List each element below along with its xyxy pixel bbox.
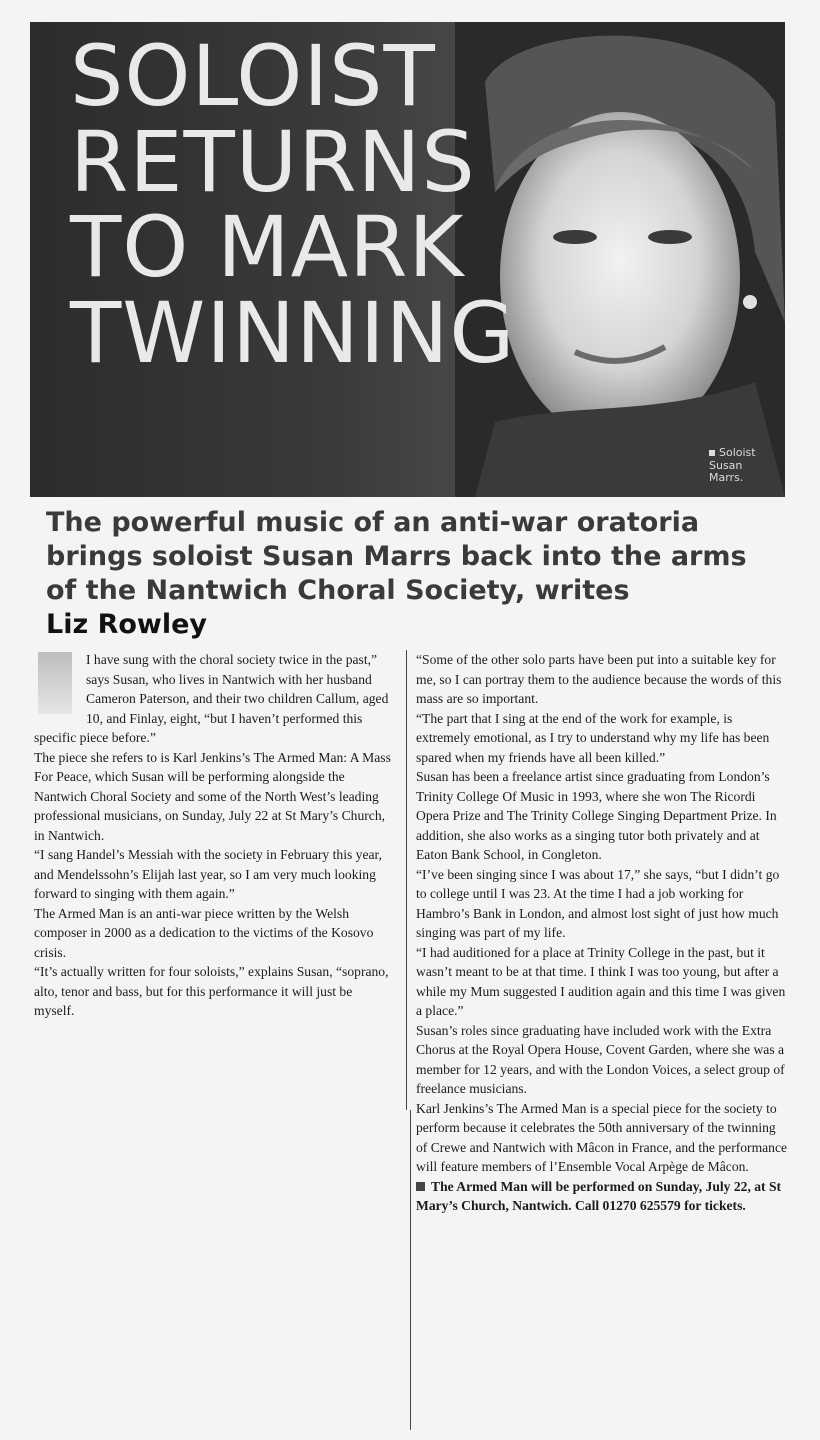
column-divider bbox=[406, 650, 407, 1110]
paragraph: I have sung with the choral society twice in the past,” says Susan, who lives in Nantwich with her husband Cameron Paterson, and their two children Callum, aged 10, and Finlay, eight, “but I haven’t performed this specific piece before.” bbox=[34, 652, 389, 745]
paragraph: “Some of the other solo parts have been put into a suitable key for me, so I can portray them to the audience because the words of this mass are so important. bbox=[416, 652, 782, 706]
header-photo bbox=[30, 22, 785, 497]
paragraph: Karl Jenkins’s The Armed Man is a special piece for the society to perform because it celebrates the 50th anniversary of the twinning of Crewe and Nantwich with Mâcon in France, and the performance will feature members of l’Ensemble Vocal Arpège de Mâcon. bbox=[416, 1100, 788, 1174]
standfirst bbox=[46, 506, 786, 642]
caption-bullet-icon bbox=[709, 450, 715, 456]
dropcap-quote bbox=[38, 652, 72, 714]
headline: SOLOIST RETURNS TO MARK TWINNING bbox=[70, 27, 516, 383]
paragraph: The piece she refers to is Karl Jenkins’s The Armed Man: A Mass For Peace, which Susan will be performing alongside the Nantwich Choral Society and some of the North West’s leading professional musicians, on Sunday, July 22 at St Mary’s Church, in Nantwich. bbox=[34, 749, 391, 843]
paragraph: “I’ve been singing since I was about 17,” she says, “but I didn’t go to college until I was 23. At the time I had a job working for Hambro’s Bank in London, and almost lost sight of just how much singing was part of my life. bbox=[416, 866, 780, 940]
article-column-1 bbox=[34, 650, 392, 1021]
paragraph: The Armed Man is an anti-war piece written by the Welsh composer in 2000 as a dedication to the victims of the Kosovo crisis. bbox=[34, 905, 374, 960]
standfirst-text: The powerful music of an anti-war oratoria brings soloist Susan Marrs back into the arms of the Nantwich Choral Society, writes bbox=[46, 507, 747, 606]
caption-text: Soloist Susan Marrs. bbox=[709, 446, 756, 485]
article-column-2 bbox=[416, 650, 788, 1216]
event-info bbox=[416, 1177, 788, 1216]
paragraph: Susan has been a freelance artist since graduating from London’s Trinity College Of Music in 1993, where she won The Ricordi Opera Prize and The Trinity College Singing Department Prize. In addition, she also works as a singing tutor both privately and at Eaton Bank School, in Congleton. bbox=[416, 769, 777, 862]
paragraph: “I sang Handel’s Messiah with the society in February this year, and Mendelssohn’s Elijah last year, so I am very much looking forward to singing with them again.” bbox=[34, 847, 382, 901]
paragraph: “I had auditioned for a place at Trinity College in the past, but it wasn’t meant to be at that time. I think I was too young, but after a while my Mum suggested I audition again and this time I was given a place.” bbox=[416, 944, 786, 1018]
author-byline: Liz Rowley bbox=[46, 609, 208, 640]
square-bullet-icon bbox=[416, 1182, 425, 1191]
paragraph: “The part that I sing at the end of the work for example, is extremely emotional, as I try to understand why my life has been spared when my friends have all been killed.” bbox=[416, 710, 770, 765]
column-divider-lower bbox=[410, 1110, 411, 1430]
paragraph: Susan’s roles since graduating have included work with the Extra Chorus at the Royal Opera House, Covent Garden, where she was a member for 12 years, and with the London Voices, a select group of freelance musicians. bbox=[416, 1022, 785, 1096]
paragraph: “It’s actually written for four soloists,” explains Susan, “soprano, alto, tenor and bass, but for this performance it will just be myself. bbox=[34, 964, 389, 1018]
event-info-text: The Armed Man will be performed on Sunday, July 22, at St Mary’s Church, Nantwich. Call 01270 625579 for tickets. bbox=[416, 1178, 782, 1213]
photo-caption bbox=[709, 434, 769, 485]
